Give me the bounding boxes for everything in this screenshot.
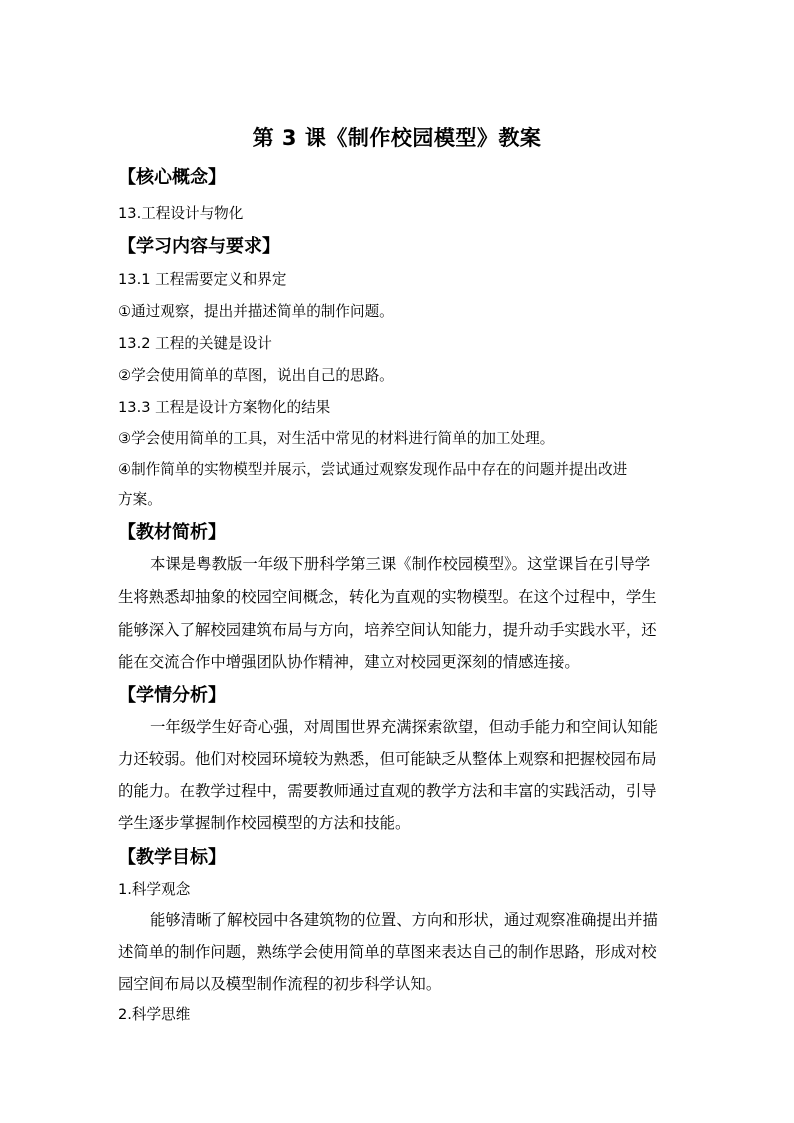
requirement-line: ③学会使用简单的工具，对生活中常见的材料进行简单的加工处理。	[118, 430, 555, 447]
requirement-line: 13.3 工程是设计方案物化的结果	[118, 399, 331, 416]
requirement-line: ④制作简单的实物模型并展示，尝试通过观察发现作品中存在的问题并提出改进	[118, 461, 628, 478]
textbook-analysis-line: 能在交流合作中增强团队协作精神，建立对校园更深刻的情感连接。	[118, 653, 580, 671]
section-heading-textbook-analysis: 【教材简析】	[118, 522, 226, 543]
requirement-line: ①通过观察，提出并描述简单的制作问题。	[118, 303, 394, 320]
student-analysis-line: 的能力。在教学过程中，需要教师通过直观的教学方法和丰富的实践活动，引导	[118, 782, 657, 800]
student-analysis-line: 一年级学生好奇心强，对周围世界充满探索欲望，但动手能力和空间认知能	[150, 718, 658, 736]
textbook-analysis-line: 能够深入了解校园建筑布局与方向，培养空间认知能力，提升动手实践水平，还	[118, 621, 657, 639]
textbook-analysis-line: 生将熟悉却抽象的校园空间概念，转化为直观的实物模型。在这个过程中，学生	[118, 588, 657, 606]
goal-subheading-science-thinking: 2.科学思维	[118, 1006, 191, 1023]
section-heading-teaching-goals: 【教学目标】	[118, 847, 226, 868]
requirement-line: ②学会使用简单的草图，说出自己的思路。	[118, 367, 394, 384]
core-concept-item: 13.工程设计与物化	[118, 205, 244, 222]
textbook-analysis-line: 本课是粤教版一年级下册科学第三课《制作校园模型》。这堂课旨在引导学	[150, 555, 651, 573]
goal-subheading-science-concept: 1.科学观念	[118, 881, 191, 898]
student-analysis-line: 学生逐步掌握制作校园模型的方法和技能。	[118, 814, 411, 832]
goal-line: 园空间布局以及模型制作流程的初步科学认知。	[118, 975, 442, 993]
section-heading-content-requirements: 【学习内容与要求】	[118, 236, 280, 257]
goal-line: 述简单的制作问题，熟练学会使用简单的草图来表达自己的制作思路，形成对校	[118, 943, 657, 961]
student-analysis-line: 力还较弱。他们对校园环境较为熟悉，但可能缺乏从整体上观察和把握校园布局	[118, 750, 657, 768]
requirement-line: 方案。	[118, 491, 162, 508]
section-heading-student-analysis: 【学情分析】	[118, 685, 226, 706]
page-title: 第 3 课《制作校园模型》教案	[252, 126, 542, 150]
requirement-line: 13.1 工程需要定义和界定	[118, 271, 287, 288]
section-heading-core-concept: 【核心概念】	[118, 167, 226, 188]
requirement-line: 13.2 工程的关键是设计	[118, 335, 272, 352]
goal-line: 能够清晰了解校园中各建筑物的位置、方向和形状，通过观察准确提出并描	[150, 911, 658, 929]
